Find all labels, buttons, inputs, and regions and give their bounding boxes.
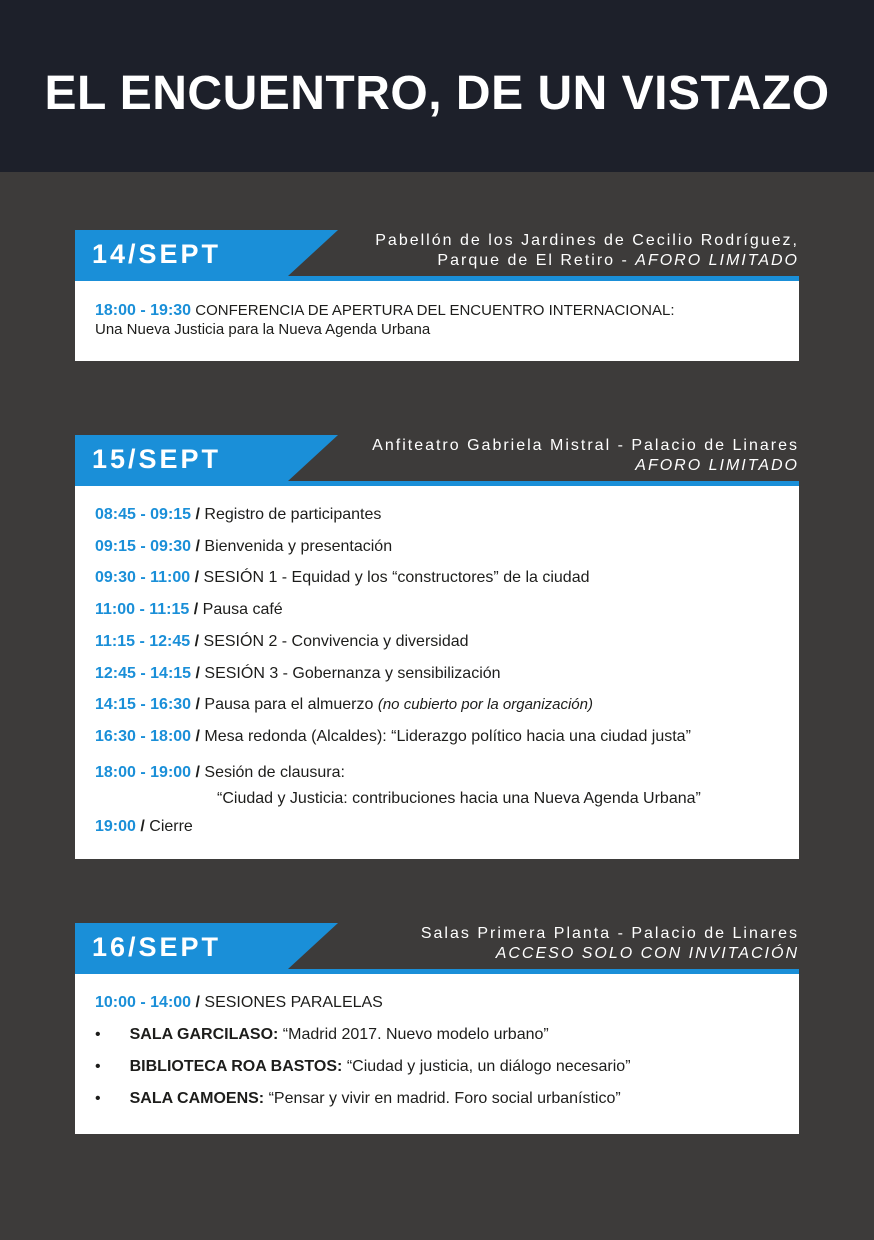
venue: Pabellón de los Jardines de Cecilio Rodríguez, Parque de El Retiro - AFORO LIMITADO — [375, 232, 799, 269]
room-name: SALA CAMOENS: — [129, 1090, 265, 1107]
room-topic: “Madrid 2017. Nuevo modelo urbano” — [282, 1026, 549, 1043]
bullet: • — [95, 1026, 101, 1043]
schedule-box — [75, 281, 799, 361]
venue-line: Parque de El Retiro — [437, 252, 616, 269]
event-subtitle: Una Nueva Justicia para la Nueva Agenda Urbana — [95, 321, 431, 338]
room-item — [95, 1026, 549, 1044]
schedule-box — [75, 974, 799, 1134]
venue-line: Pabellón de los Jardines de Cecilio Rodríguez, — [375, 232, 799, 249]
schedule-item: 18:00 - 19:00 / Sesión de clausura: “Ciudad y Justicia: contribuciones hacia una Nueva Agenda Urbana” — [95, 764, 701, 807]
bullet: • — [95, 1058, 101, 1075]
venue — [421, 924, 799, 964]
date-tab — [75, 435, 288, 481]
room-name: BIBLIOTECA ROA BASTOS: — [129, 1058, 343, 1075]
date-label: 14/SEPT — [92, 239, 222, 269]
schedule-item: 11:00 - 11:15 / Pausa café — [95, 601, 283, 618]
schedule-box — [75, 486, 799, 859]
room-topic: “Pensar y vivir en madrid. Foro social urbanístico” — [268, 1090, 621, 1107]
schedule-item: 10:00 - 14:00 / SESIONES PARALELAS — [95, 994, 383, 1011]
event: CONFERENCIA DE APERTURA DEL ENCUENTRO INTERNACIONAL: — [195, 302, 675, 319]
event-note: (no cubierto por la organización) — [377, 696, 593, 713]
venue-note: ACCESO SOLO CON INVITACIÓN — [495, 945, 799, 962]
schedule-item: 19:00 / Cierre — [95, 818, 193, 835]
page-title: EL ENCUENTRO, DE UN VISTAZO — [44, 67, 830, 120]
venue-note: AFORO LIMITADO — [635, 457, 799, 474]
schedule-item: 16:30 - 18:00 / Mesa redonda (Alcaldes): “Liderazgo político hacia una ciudad justa” — [95, 728, 691, 745]
room-item — [95, 1058, 631, 1076]
time: 18:00 - 19:30 — [95, 302, 192, 319]
schedule-item: 11:15 - 12:45 / SESIÓN 2 - Convivencia y diversidad — [95, 633, 469, 650]
date-tab — [75, 230, 288, 276]
schedule-item: 09:30 - 11:00 / SESIÓN 1 - Equidad y los “constructores” de la ciudad — [95, 569, 590, 586]
room-topic: “Ciudad y justicia, un diálogo necesario” — [346, 1058, 631, 1075]
schedule-item: 09:15 - 09:30 / Bienvenida y presentación — [95, 538, 393, 555]
event-subtitle: “Ciudad y Justicia: contribuciones hacia una Nueva Agenda Urbana” — [217, 790, 701, 807]
schedule-item: 08:45 - 09:15 / Registro de participantes — [95, 506, 382, 523]
venue-line: Salas Primera Planta - Palacio de Linares — [420, 925, 799, 942]
header-banner — [0, 0, 874, 172]
venue — [372, 436, 799, 476]
schedule-item: 12:45 - 14:15 / SESIÓN 3 - Gobernanza y sensibilización — [95, 665, 501, 682]
bullet: • — [95, 1090, 101, 1107]
venue-note: AFORO LIMITADO — [635, 252, 799, 269]
schedule-item — [95, 301, 675, 339]
venue-line: Anfiteatro Gabriela Mistral - Palacio de Linares — [372, 437, 799, 454]
date-label: 15/SEPT — [92, 444, 222, 474]
room-item — [95, 1090, 621, 1108]
room-name: SALA GARCILASO: — [129, 1026, 279, 1043]
date-label: 16/SEPT — [92, 932, 222, 962]
date-tab — [75, 923, 288, 969]
schedule-item: 14:15 - 16:30 / Pausa para el almuerzo (no cubierto por la organización) — [95, 696, 593, 713]
